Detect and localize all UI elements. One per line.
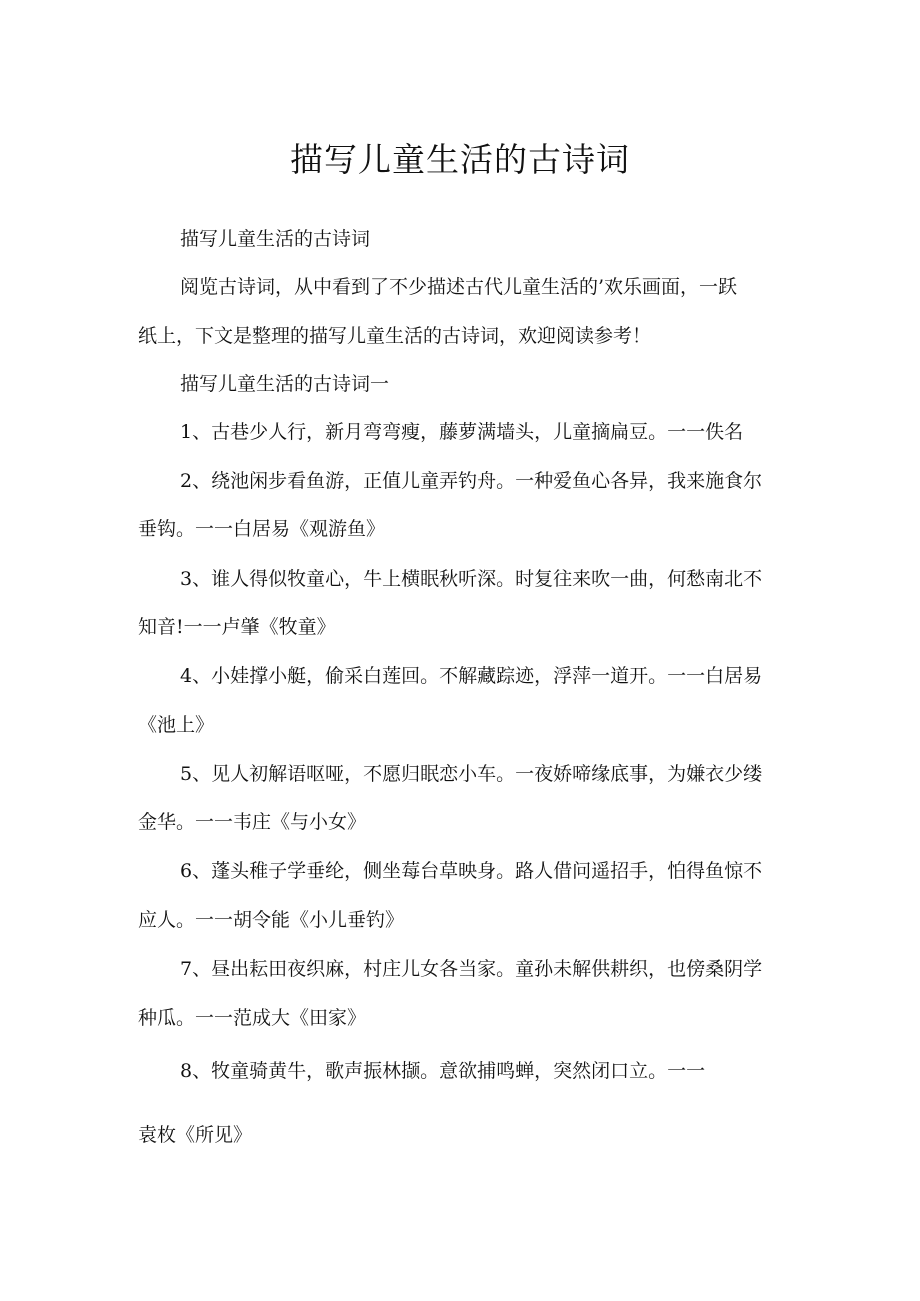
poem-1-line-1: 1、古巷少人行，新月弯弯瘦，藤萝满墙头，儿童摘扁豆。一一佚名 (180, 421, 744, 443)
poem-5-line-2: 金华。一一韦庄《与小女》 (138, 811, 367, 833)
poem-2-line-2: 垂钩。一一白居易《观游鱼》 (138, 518, 386, 540)
poem-3-line-2: 知音!一一卢肇《牧童》 (138, 616, 336, 638)
poem-4-line-2: 《池上》 (138, 714, 215, 736)
document-title: 描写儿童生活的古诗词 (290, 140, 630, 179)
section-heading: 描写儿童生活的古诗词 (180, 228, 371, 250)
poem-3-line-1: 3、谁人得似牧童心，牛上横眠秋听深。时复往来吹一曲，何愁南北不 (180, 568, 763, 590)
intro-line-1: 阅览古诗词，从中看到了不少描述古代儿童生活的’欢乐画面，一跃 (180, 276, 738, 298)
poem-8-line-2: 袁枚《所见》 (138, 1124, 253, 1146)
subsection-heading: 描写儿童生活的古诗词一 (180, 373, 390, 395)
poem-6-line-1: 6、蓬头稚子学垂纶，侧坐莓台草映身。路人借问遥招手，怕得鱼惊不 (180, 860, 763, 882)
poem-2-line-1: 2、绕池闲步看鱼游，正值儿童弄钓舟。一种爱鱼心各异，我来施食尔 (180, 470, 763, 492)
poem-8-line-1: 8、牧童骑黄牛，歌声振林撷。意欲捕鸣蝉，突然闭口立。一一 (180, 1060, 706, 1082)
intro-line-2: 纸上，下文是整理的描写儿童生活的古诗词，欢迎阅读参考！ (138, 325, 652, 347)
poem-7-line-2: 种瓜。一一范成大《田家》 (138, 1007, 367, 1029)
poem-5-line-1: 5、见人初解语呕哑，不愿归眠恋小车。一夜娇啼缘底事，为嫌衣少缕 (180, 763, 763, 785)
poem-4-line-1: 4、小娃撑小艇，偷采白莲回。不解藏踪迹，浮萍一道开。一一白居易 (180, 665, 763, 687)
poem-6-line-2: 应人。一一胡令能《小儿垂钓》 (138, 909, 405, 931)
poem-7-line-1: 7、昼出耘田夜织麻，村庄儿女各当家。童孙未解供耕织，也傍桑阴学 (180, 958, 763, 980)
